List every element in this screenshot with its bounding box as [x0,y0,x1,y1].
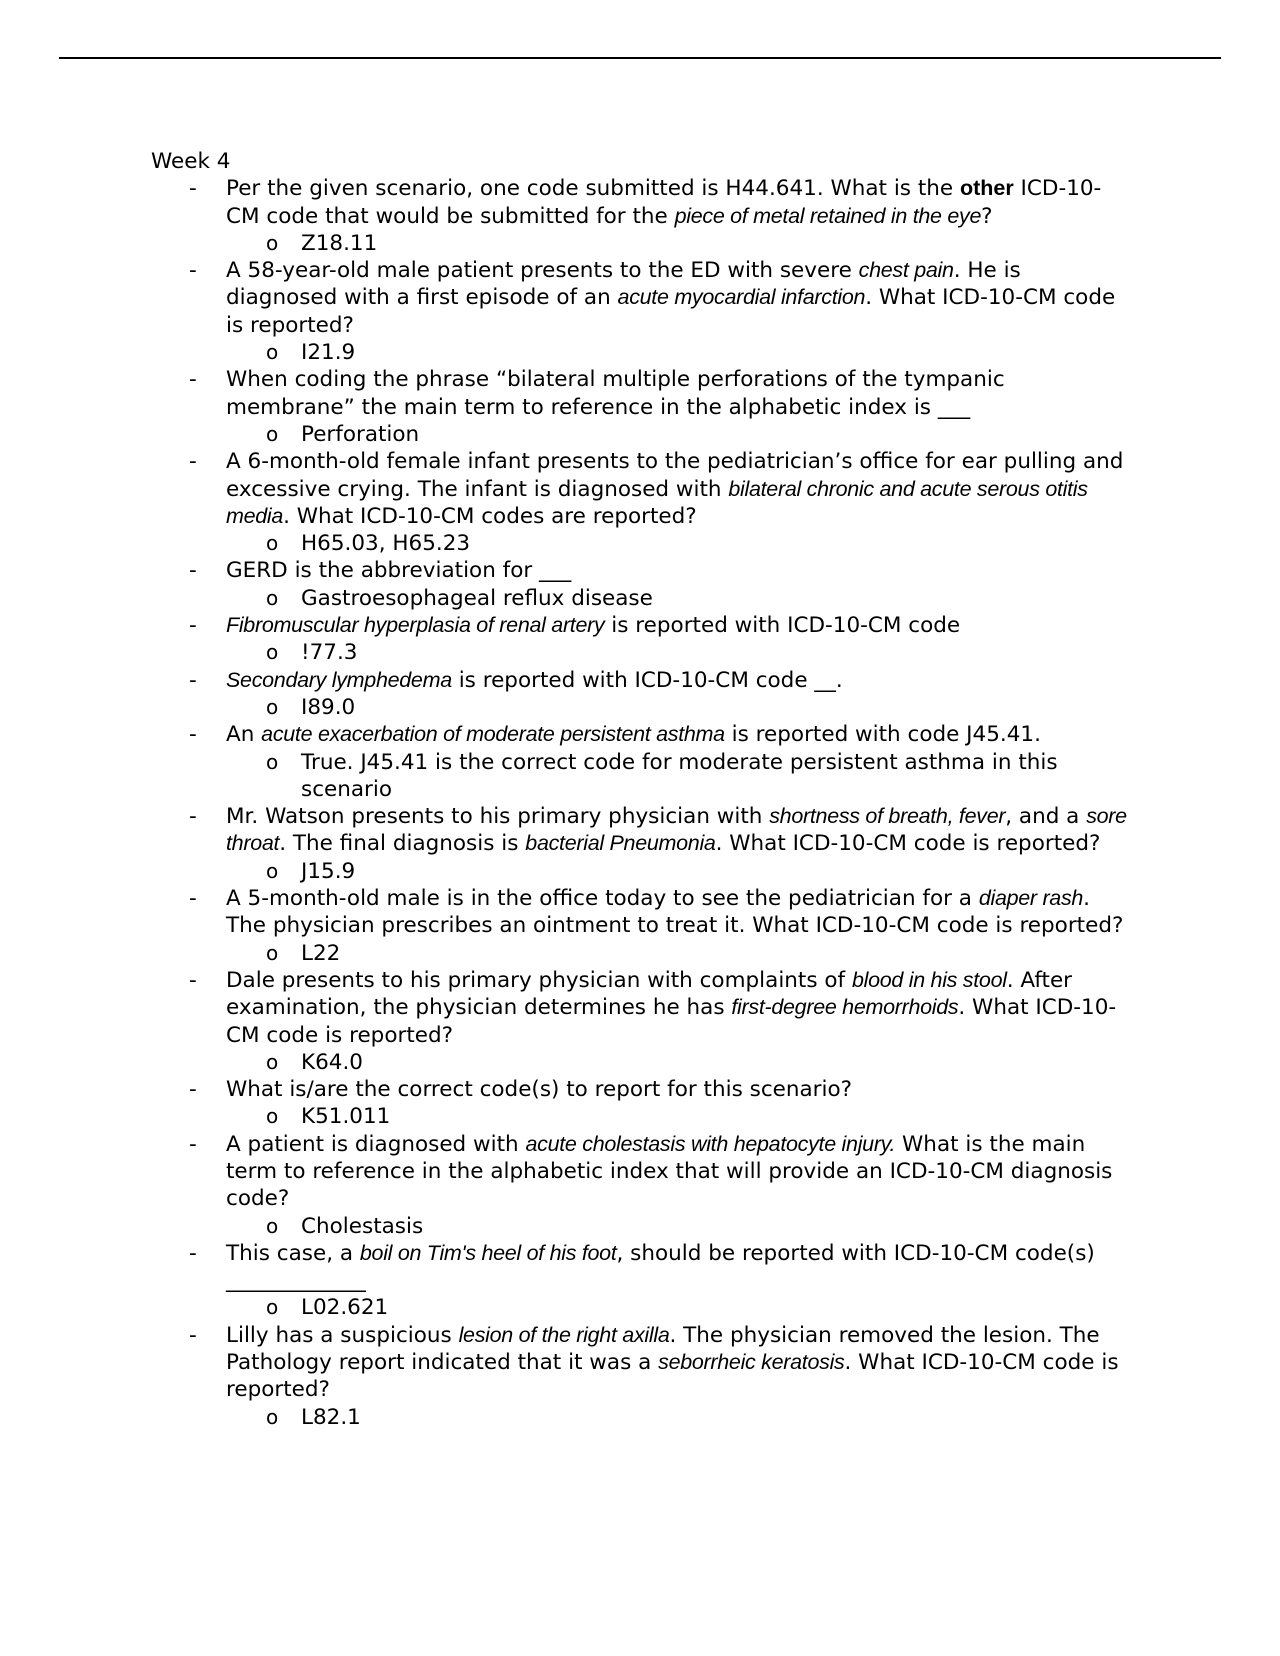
question-text: lesion of the right axilla [458,1322,670,1347]
question-text: boil on Tim's heel of his foot [359,1240,617,1265]
o-bullet: o [266,1404,279,1429]
question-text: . After examination, the physician determines he has [226,967,1073,1021]
question-text: Secondary lymphedema [226,667,452,692]
question-item [151,557,1131,584]
answer-text: K51.011 [301,1104,391,1130]
question-item [151,885,1131,940]
o-bullet: o [266,1049,279,1074]
o-bullet: o [266,640,279,665]
question-text: . The physician prescribes an ointment to treat it. What ICD-10-CM code is reported? [226,886,1124,939]
o-bullet: o [266,340,279,365]
question-text: seborrheic keratosis [658,1350,845,1375]
question-item [151,366,1131,421]
dash-bullet: - [189,804,197,830]
answer-text: K64.0 [301,1049,363,1075]
question-text: . He is diagnosed with a first episode of an [226,258,1021,311]
answer-text: L02.621 [301,1295,389,1321]
o-bullet: o [266,1104,279,1129]
question-item [151,803,1131,858]
question-text: ICD-10-CM code that would be submitted for the [226,176,1102,229]
o-bullet: o [266,230,279,255]
dash-bullet: - [189,176,197,202]
question-text: chest pain [858,258,954,283]
dash-bullet: - [189,1240,197,1266]
answer-item [151,639,1131,666]
o-bullet: o [266,1213,279,1238]
answer-item [151,1103,1131,1130]
question-text: Fibromuscular hyperplasia of renal artery [226,613,605,638]
answer-item [151,940,1131,967]
answer-item [151,339,1131,366]
question-text: is reported with ICD-10-CM code [604,613,961,639]
question-text: . What ICD-10- CM code is reported? [226,995,1117,1048]
dash-bullet: - [189,967,197,993]
question-text: is reported with code J45.41. [724,722,1041,748]
answer-item [151,694,1131,721]
dash-bullet: - [189,722,197,748]
o-bullet: o [266,858,279,883]
o-bullet: o [266,940,279,965]
o-bullet: o [266,1295,279,1320]
question-text: What is/are the correct code(s) to report for this scenario? [226,1077,853,1103]
header-rule [59,57,1221,59]
question-text: When coding the phrase “bilateral multiple perforations of the tympanic membrane” the main term to reference in the alphabetic index is ___ [226,367,1005,420]
answer-text: Z18.11 [301,230,378,256]
question-item [151,612,1131,639]
answer-item [151,1213,1131,1240]
answer-text: Gastroesophageal reflux disease [301,585,653,611]
question-text: Mr. Watson presents to his primary physician with [226,804,770,830]
answer-item [151,530,1131,557]
question-text: . What ICD-10-CM code is reported? [715,831,1101,857]
question-item [151,667,1131,694]
question-text: . The final diagnosis is [279,831,526,857]
question-text: blood in his stool [851,967,1007,992]
question-item [151,1076,1131,1103]
question-item [151,721,1131,748]
answer-item [151,421,1131,448]
answer-item [151,1049,1131,1076]
question-text: bacterial Pneumonia [525,831,716,856]
question-item [151,967,1131,1049]
question-text: An [226,722,262,748]
question-text: _____________ [226,1268,366,1294]
question-text: bilateral chronic and acute serous otitis media [226,476,1088,528]
question-text: . What ICD-10-CM code is reported? [226,1350,1119,1403]
dash-bullet: - [189,1322,197,1348]
answer-text: L82.1 [301,1404,361,1430]
question-text: A 6-month-old female infant presents to the pediatrician’s office for ear pulling and excessive crying. The infant is diagnosed with [226,449,1124,502]
answer-item [151,230,1131,257]
question-text: Per the given scenario, one code submitted is H44.641. What is the [226,176,960,202]
question-text: A 58-year-old male patient presents to the ED with severe [226,258,859,284]
dash-bullet: - [189,613,197,639]
question-text: A 5-month-old male is in the office today to see the pediatrician for a [226,886,979,912]
dash-bullet: - [189,558,197,584]
page-title: Week 4 [151,149,231,174]
dash-bullet: - [189,1077,197,1103]
dash-bullet: - [189,258,197,284]
question-text: , should be reported with ICD-10-CM code(s) [616,1240,1095,1266]
answer-item [151,1404,1131,1431]
question-text: acute exacerbation of moderate persistent asthma [261,722,725,747]
question-text: Dale presents to his primary physician with complaints of [226,967,852,993]
question-text: . What ICD-10-CM code is reported? [226,285,1116,338]
o-bullet: o [266,421,279,446]
answer-item [151,749,1131,804]
o-bullet: o [266,749,279,774]
answer-text: Perforation [301,421,420,447]
answer-item [151,585,1131,612]
question-item [151,1240,1131,1295]
dash-bullet: - [189,1131,197,1157]
dash-bullet: - [189,667,197,693]
question-text: This case, a [226,1240,360,1266]
question-text: acute myocardial infarction [617,285,866,310]
question-text: What is the main term to reference in the alphabetic index that will provide an ICD-10-CM diagnosis code? [226,1131,1113,1212]
answer-text: I21.9 [301,340,356,366]
answer-text: H65.03, H65.23 [301,531,471,557]
question-list [151,175,1131,1431]
question-text: first-degree hemorrhoids [731,995,959,1020]
answer-text: L22 [301,940,341,966]
dash-bullet: - [189,886,197,912]
question-text: , and a [1005,804,1087,830]
question-text: other [959,176,1014,201]
question-text: . What ICD-10-CM codes are reported? [283,503,697,529]
question-text: piece of metal retained in the eye [674,203,982,228]
question-item [151,175,1131,230]
question-text: acute cholestasis with hepatocyte injury. [525,1131,896,1156]
question-text: shortness of breath, fever [769,804,1006,829]
o-bullet: o [266,585,279,610]
o-bullet: o [266,694,279,719]
question-item [151,1131,1131,1213]
document-body [151,148,1131,1431]
question-item [151,257,1131,339]
answer-text: !77.3 [301,640,358,666]
answer-text: True. J45.41 is the correct code for moderate persistent asthma in this scenario [301,749,1058,802]
question-text: diaper rash [978,886,1084,911]
question-text: GERD is the abbreviation for ___ [226,558,572,584]
question-text: A patient is diagnosed with [226,1131,526,1157]
question-text: . The physician removed the lesion. The Pathology report indicated that it was a [226,1322,1100,1376]
question-text: Lilly has a suspicious [226,1322,459,1348]
answer-text: Cholestasis [301,1213,424,1239]
question-text: ? [981,203,993,229]
answer-item [151,1294,1131,1321]
question-text: sore throat [226,804,1127,856]
answer-text: J15.9 [301,858,356,884]
o-bullet: o [266,531,279,556]
question-text: is reported with ICD-10-CM code __. [451,667,843,693]
answer-item [151,858,1131,885]
question-item [151,1322,1131,1404]
question-item [151,448,1131,530]
dash-bullet: - [189,449,197,475]
answer-text: I89.0 [301,694,356,720]
dash-bullet: - [189,367,197,393]
